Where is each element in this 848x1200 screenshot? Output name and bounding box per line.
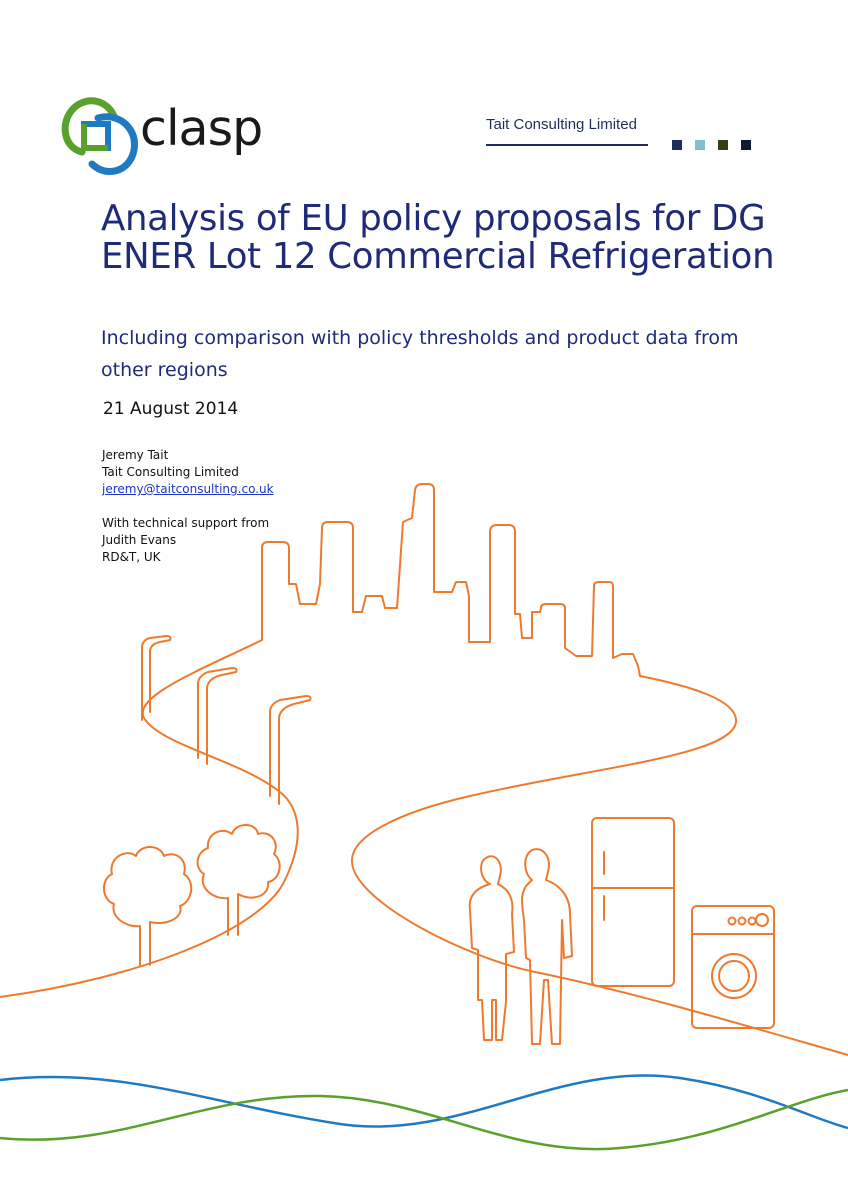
author-block [102,447,274,566]
spacer [102,498,274,515]
author-company: Tait Consulting Limited [102,465,239,479]
author-name: Jeremy Tait [102,448,169,462]
blue-wave [0,1075,848,1128]
author-email-link[interactable]: jeremy@taitconsulting.co.uk [102,482,274,496]
document-subtitle: Including comparison with policy thresholds and product data from other regions [101,327,739,381]
support-label: With technical support from [102,516,270,530]
fridge-icon [592,818,674,986]
support-org: RD&T, UK [102,550,161,564]
consultancy-name: Tait Consulting Limited [486,116,637,133]
green-wave [0,1090,848,1149]
washing-machine-icon [692,906,774,1028]
tree-icon [104,825,280,965]
city-skyline-icon [0,484,848,1055]
brand-square [695,140,705,150]
brand-square [672,140,682,150]
brand-square [741,140,751,150]
support-name: Judith Evans [102,533,177,547]
couple-icon [470,849,572,1044]
brand-square [718,140,728,150]
brand-squares [672,140,764,150]
document-date: 21 August 2014 [103,399,239,419]
consultancy-rule [486,144,648,146]
document-title: Analysis of EU policy proposals for DG ENER Lot 12 Commercial Refrigeration [101,198,775,277]
clasp-rings-icon [58,94,148,178]
clasp-logo-text: clasp [140,100,263,157]
clasp-logo [58,94,268,178]
street-lamp-icon [142,636,311,804]
